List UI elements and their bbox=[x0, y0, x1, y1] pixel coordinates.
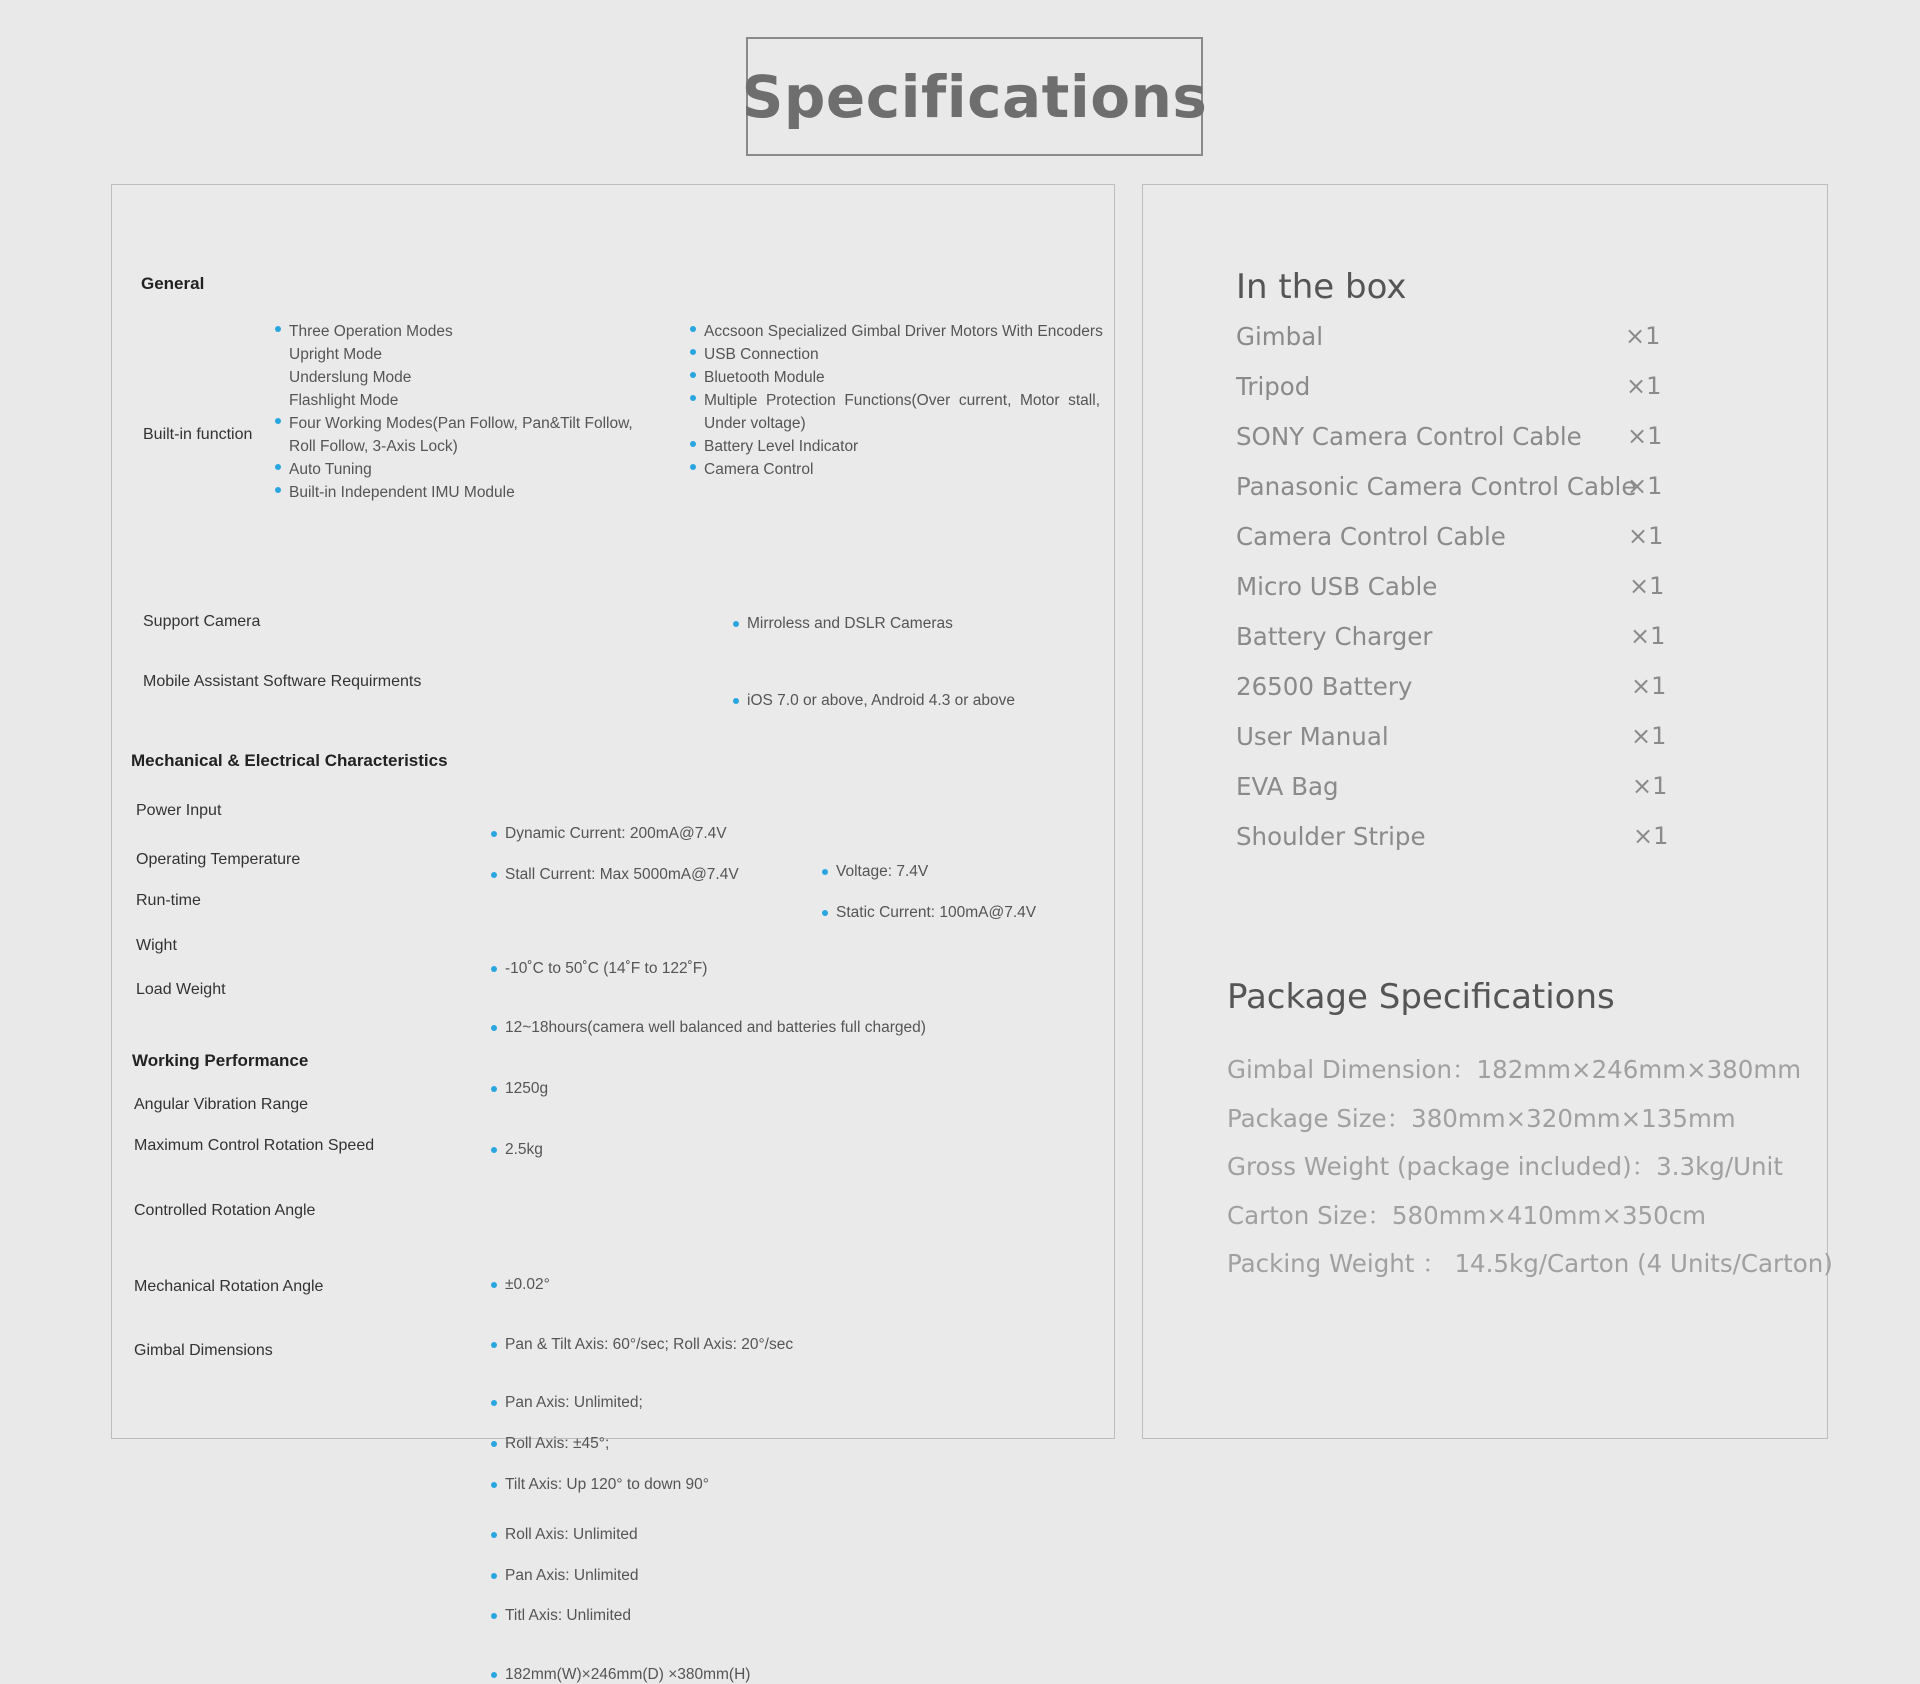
builtin-function-left-item: Flashlight Mode bbox=[289, 392, 399, 409]
builtin-function-left-item: Underslung Mode bbox=[289, 369, 412, 386]
controlled-rotation-tilt: Tilt Axis: Up 120° to down 90° bbox=[491, 1476, 1493, 1494]
gimbal-dimensions-value: 182mm(W)×246mm(D) ×380mm(H) bbox=[491, 1666, 1493, 1684]
box-item-name: Camera Control Cable bbox=[1236, 522, 1506, 551]
controlled-rotation-pan: Pan Axis: Unlimited; bbox=[491, 1394, 1493, 1412]
angular-vibration-label: Angular Vibration Range bbox=[134, 1096, 309, 1113]
box-item-quantity: ×1 bbox=[1629, 572, 1665, 600]
box-item-quantity: ×1 bbox=[1632, 772, 1668, 800]
power-voltage: Voltage: 7.4V bbox=[822, 863, 1824, 881]
mechanical-rotation-tilt: Titl Axis: Unlimited bbox=[491, 1607, 1493, 1625]
angular-vibration-value: ±0.02° bbox=[491, 1276, 1493, 1294]
box-item-quantity: ×1 bbox=[1630, 622, 1666, 650]
builtin-function-right-item: Camera Control bbox=[690, 458, 1100, 481]
builtin-function-left-item: Upright Mode bbox=[289, 346, 383, 363]
box-item-name: Panasonic Camera Control Cable bbox=[1236, 472, 1637, 501]
box-item-name: Shoulder Stripe bbox=[1236, 822, 1426, 851]
mechanical-rotation-pan: Pan Axis: Unlimited bbox=[491, 1567, 1493, 1585]
specifications-panel bbox=[111, 184, 1115, 1683]
builtin-function-left-item: Built-in Independent IMU Module bbox=[275, 481, 695, 504]
builtin-function-right-item: Battery Level Indicator bbox=[690, 435, 1100, 458]
builtin-function-left-item: Four Working Modes(Pan Follow, Pan&Tilt Follow, bbox=[275, 412, 695, 435]
general-section-title: General bbox=[141, 274, 205, 293]
page-title: Specifications bbox=[741, 62, 1208, 131]
builtin-function-right-item: Bluetooth Module bbox=[690, 366, 1100, 389]
box-item-name: SONY Camera Control Cable bbox=[1236, 422, 1582, 451]
box-item-quantity: ×1 bbox=[1625, 322, 1661, 350]
box-item-name: User Manual bbox=[1236, 722, 1389, 751]
power-dynamic-current: Dynamic Current: 200mA@7.4V bbox=[491, 825, 1493, 843]
box-item-name: Micro USB Cable bbox=[1236, 572, 1438, 601]
builtin-function-right-item: Under voltage) bbox=[704, 415, 806, 432]
weight-value: 1250g bbox=[491, 1080, 1493, 1098]
operating-temperature-value: -10˚C to 50˚C (14˚F to 122˚F) bbox=[491, 960, 1493, 978]
power-input-label: Power Input bbox=[136, 802, 222, 819]
page-title-box bbox=[741, 37, 1208, 156]
controlled-rotation-roll: Roll Axis: ±45°; bbox=[491, 1435, 1493, 1453]
load-weight-value: 2.5kg bbox=[491, 1141, 1493, 1159]
package-spec-row: Packing Weight ： 14.5kg/Carton (4 Units/Carton) bbox=[1227, 1249, 1833, 1278]
builtin-function-left-item: Auto Tuning bbox=[275, 458, 695, 481]
max-rotation-speed-label: Maximum Control Rotation Speed bbox=[134, 1137, 375, 1154]
box-item-quantity: ×1 bbox=[1628, 522, 1664, 550]
support-camera-value: Mirroless and DSLR Cameras bbox=[733, 615, 1735, 633]
box-contents-panel bbox=[1142, 184, 1833, 1439]
builtin-function-right-item: USB Connection bbox=[690, 343, 1100, 366]
builtin-function-left-item: Roll Follow, 3-Axis Lock) bbox=[289, 438, 458, 455]
run-time-value: 12~18hours(camera well balanced and batteries full charged) bbox=[491, 1019, 1493, 1037]
box-item-name: Tripod bbox=[1236, 372, 1311, 401]
builtin-function-list-left bbox=[275, 320, 695, 504]
box-item-quantity: ×1 bbox=[1631, 722, 1667, 750]
support-camera-label: Support Camera bbox=[143, 613, 261, 630]
box-item-name: 26500 Battery bbox=[1236, 672, 1413, 701]
package-spec-row: Gimbal Dimension：182mm×246mm×380mm bbox=[1227, 1055, 1802, 1084]
box-item-quantity: ×1 bbox=[1626, 372, 1662, 400]
run-time-label: Run-time bbox=[136, 892, 201, 909]
power-stall-current: Stall Current: Max 5000mA@7.4V bbox=[491, 866, 1493, 884]
mobile-software-value: iOS 7.0 or above, Android 4.3 or above bbox=[733, 692, 1735, 710]
load-weight-label: Load Weight bbox=[136, 981, 226, 998]
package-spec-row: Carton Size：580mm×410mm×350cm bbox=[1227, 1200, 1707, 1230]
mechanical-rotation-roll: Roll Axis: Unlimited bbox=[491, 1526, 1493, 1544]
builtin-function-right-item: Accsoon Specialized Gimbal Driver Motors With Encoders bbox=[690, 320, 1100, 343]
box-item-name: Gimbal bbox=[1236, 322, 1324, 351]
power-static-current: Static Current: 100mA@7.4V bbox=[822, 904, 1824, 922]
builtin-function-label: Built-in function bbox=[143, 426, 253, 443]
package-specifications-title: Package Specifications bbox=[1227, 977, 1615, 1017]
package-spec-row: Package Size：380mm×320mm×135mm bbox=[1227, 1103, 1736, 1133]
builtin-function-right-item: Multiple Protection Functions(Over current, Motor stall, bbox=[690, 389, 1100, 412]
mobile-software-label: Mobile Assistant Software Requirments bbox=[143, 673, 422, 690]
mech-section-title: Mechanical & Electrical Characteristics bbox=[131, 751, 448, 770]
performance-section-title: Working Performance bbox=[132, 1051, 309, 1070]
builtin-function-list-right bbox=[690, 320, 1103, 481]
box-item-quantity: ×1 bbox=[1627, 472, 1663, 500]
box-item-name: Battery Charger bbox=[1236, 622, 1433, 651]
operating-temperature-label: Operating Temperature bbox=[136, 851, 301, 868]
box-item-quantity: ×1 bbox=[1633, 822, 1669, 850]
box-item-quantity: ×1 bbox=[1631, 672, 1667, 700]
box-item-quantity: ×1 bbox=[1627, 422, 1663, 450]
gimbal-dimensions-label: Gimbal Dimensions bbox=[134, 1342, 273, 1359]
mechanical-rotation-label: Mechanical Rotation Angle bbox=[134, 1278, 324, 1295]
package-spec-row: Gross Weight (package included)：3.3kg/Unit bbox=[1227, 1152, 1783, 1181]
in-the-box-title: In the box bbox=[1236, 267, 1407, 307]
weight-label: Wight bbox=[136, 937, 177, 954]
max-rotation-speed-value: Pan & Tilt Axis: 60°/sec; Roll Axis: 20°/sec bbox=[491, 1336, 1493, 1354]
controlled-rotation-label: Controlled Rotation Angle bbox=[134, 1202, 316, 1219]
box-item-name: EVA Bag bbox=[1236, 772, 1339, 801]
builtin-function-left-item: Three Operation Modes bbox=[275, 320, 695, 343]
